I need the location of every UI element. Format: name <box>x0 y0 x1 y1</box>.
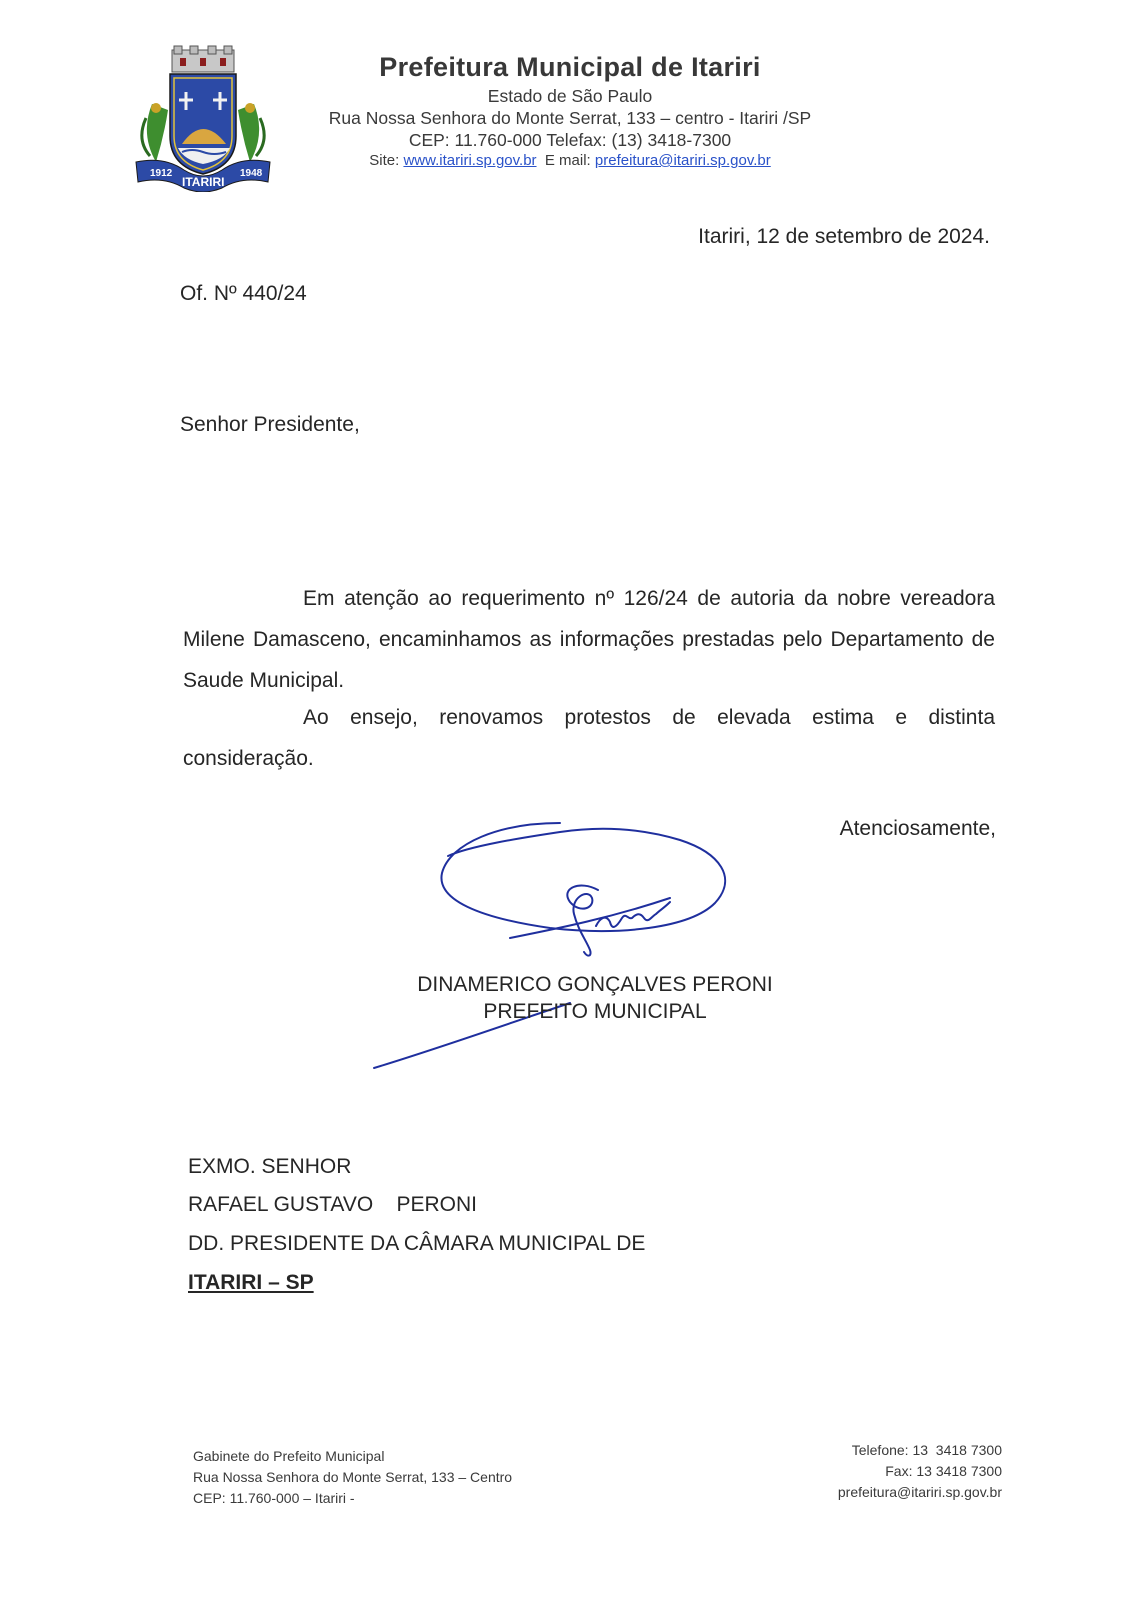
recipient-line-2: RAFAEL GUSTAVO PERONI <box>188 1193 478 1216</box>
recipient-line-3: DD. PRESIDENTE DA CÂMARA MUNICIPAL DE <box>188 1232 646 1255</box>
city-crest-logo <box>134 44 272 192</box>
office-number: Of. Nº 440/24 <box>180 282 307 305</box>
email-label: E mail: <box>544 152 591 169</box>
recipient-line-4: ITARIRI – SP <box>188 1271 314 1294</box>
paragraph-1: Em atenção ao requerimento nº 126/24 de autoria da nobre vereadora Milene Damasceno, encaminhamos as informações prestadas pelo Departamento de Saude Municipal. <box>183 587 995 692</box>
footer-phone: Telefone: 13 3418 7300 <box>851 1442 1002 1458</box>
recipient-line-1: EXMO. SENHOR <box>188 1155 352 1178</box>
closing: Atenciosamente, <box>839 817 996 840</box>
paragraph-2: Ao ensejo, renovamos protestos de elevada estima e distinta consideração. <box>183 706 995 770</box>
email-link[interactable]: prefeitura@itariri.sp.gov.br <box>594 152 771 169</box>
footer-office: Gabinete do Prefeito Municipal <box>193 1448 385 1464</box>
letterhead-cep-phone: CEP: 11.760-000 Telefax: (13) 3418-7300 <box>408 130 732 150</box>
letter-date: Itariri, 12 de setembro de 2024. <box>698 225 990 248</box>
site-label: Site: <box>369 152 400 169</box>
letterhead-state: Estado de São Paulo <box>487 86 653 106</box>
crest-year-left: 1912 <box>150 168 173 179</box>
crest-banner-text: ITARIRI <box>182 175 225 189</box>
letterhead-address: Rua Nossa Senhora do Monte Serrat, 133 – centro - Itariri /SP <box>328 108 812 128</box>
signer-name: DINAMERICO GONÇALVES PERONI <box>417 973 773 996</box>
footer-address: Rua Nossa Senhora do Monte Serrat, 133 – Centro <box>193 1469 513 1485</box>
footer-cep: CEP: 11.760-000 – Itariri - <box>193 1490 355 1506</box>
signer-title: PREFEITO MUNICIPAL <box>483 1000 707 1023</box>
footer-left <box>193 1446 512 1509</box>
salutation: Senhor Presidente, <box>180 413 360 436</box>
site-link[interactable]: www.itariri.sp.gov.br <box>403 152 537 169</box>
letterhead-contact <box>290 152 850 169</box>
footer-email: prefeitura@itariri.sp.gov.br <box>837 1484 1002 1500</box>
crest-year-right: 1948 <box>240 168 263 179</box>
signature-scribble <box>360 818 760 1078</box>
footer-right <box>780 1440 1002 1503</box>
footer-fax: Fax: 13 3418 7300 <box>885 1463 1002 1479</box>
letterhead-title: Prefeitura Municipal de Itariri <box>379 52 761 82</box>
